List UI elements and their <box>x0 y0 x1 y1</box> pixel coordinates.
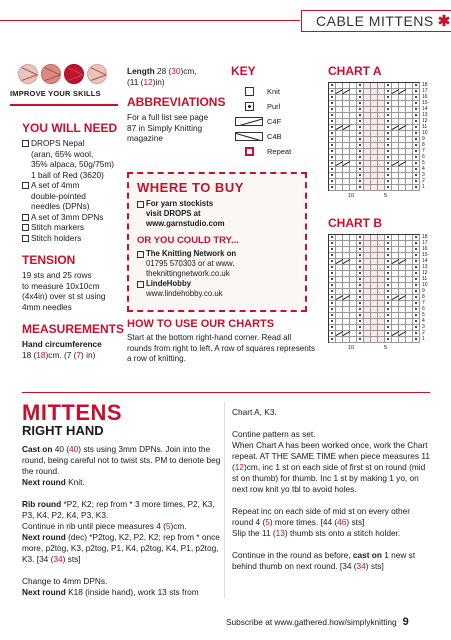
instruction-paragraph: Change to 4mm DPNs. <box>22 576 108 586</box>
size-value: 5 <box>165 521 171 531</box>
row-number: 9 <box>422 288 425 294</box>
key-item <box>231 84 311 99</box>
row-number: 10 <box>422 130 428 136</box>
where-to-buy-box <box>127 172 307 312</box>
buy-text: For yarn stockists <box>146 199 214 208</box>
chart-a-grid <box>328 82 420 191</box>
footer <box>226 616 409 628</box>
checkbox-icon <box>22 140 29 147</box>
knit-symbol-icon <box>245 87 254 96</box>
text: )cm, inc 1 st on each side of first st on round (mid st on thumb) for thumb. Inc 1 st by making 1 yo, on next row knit yo tbl to avoid holes. <box>232 462 426 494</box>
skills-label: IMPROVE YOUR SKILLS <box>10 89 101 98</box>
where-to-buy-heading: WHERE TO BUY <box>137 180 244 195</box>
col-number: 10 <box>348 193 355 199</box>
text: ) sts] <box>346 517 365 527</box>
text: *P2, K2; rep from * 3 more times, P2, K3, P3, K4, P2, K4, P3, K3. <box>22 499 215 520</box>
text: )cm. <box>170 521 187 531</box>
mittens-title: MITTENS <box>22 400 123 425</box>
header-rule <box>0 20 300 21</box>
instruction-paragraph <box>22 477 222 488</box>
row-number: 14 <box>422 258 428 264</box>
buy-text: LindeHobby <box>146 279 192 288</box>
row-number: 8 <box>422 294 425 300</box>
term: Next round <box>22 532 66 542</box>
row-number: 17 <box>422 240 428 246</box>
need-item-text: double-pointed <box>31 190 86 201</box>
col-number: 5 <box>384 345 388 351</box>
row-number: 16 <box>422 246 428 252</box>
text: 1 new st behind thumb on next round. [34 ( <box>232 550 416 571</box>
checkbox-icon <box>22 214 29 221</box>
size-value: 12 <box>234 462 244 472</box>
mittens-instructions <box>22 444 222 598</box>
buy-alt-heading: OR YOU COULD TRY... <box>137 235 239 246</box>
key-heading: KEY <box>231 64 256 78</box>
row-number: 5 <box>422 312 425 318</box>
need-item-text: Stitch markers <box>31 222 85 232</box>
row-number: 18 <box>422 82 428 88</box>
checkbox-icon <box>22 235 29 242</box>
col-number: 10 <box>348 345 355 351</box>
abbreviations-line: For a full list see page <box>127 112 209 122</box>
term: cast on <box>352 550 382 560</box>
text: 28 ( <box>154 66 172 76</box>
checkbox-icon <box>22 224 29 231</box>
instruction-paragraph <box>22 499 222 521</box>
key-label: Knit <box>267 87 280 96</box>
text: ) in) <box>81 349 96 360</box>
mittens-subtitle: RIGHT HAND <box>22 423 104 438</box>
you-will-need-heading: YOU WILL NEED <box>22 121 118 135</box>
chart-a <box>328 64 440 201</box>
measurements-value <box>22 350 122 361</box>
repeat-symbol-icon <box>245 147 254 156</box>
text: ) more times. [44 ( <box>269 517 338 527</box>
text: ) sts using 3mm DPNs. Join into the round, being careful not to twist sts. PM to denote beg the round. <box>22 444 221 476</box>
chart-a-row-numbers <box>422 82 428 191</box>
how-text: Start at the bottom right-hand corner. Read all rounds from right to left. A row of squares represents a row of knitting. <box>127 333 316 363</box>
need-item-text: 35% alpaca, 50g/75m) <box>31 159 115 169</box>
measurements-sub: Hand circumference <box>22 339 102 349</box>
instruction-paragraph: Chart A, K3. <box>232 407 277 417</box>
row-number: 16 <box>422 94 428 100</box>
text: Slip the 11 ( <box>232 528 276 538</box>
text: )cm, <box>180 66 197 76</box>
row-number: 6 <box>422 154 425 160</box>
text: Continue in the round as before, <box>232 550 353 560</box>
instruction-paragraph <box>22 532 222 565</box>
instruction-paragraph <box>232 550 432 572</box>
row-number: 13 <box>422 112 428 118</box>
length-line <box>127 66 229 77</box>
yarn-balls-icon <box>18 64 118 84</box>
buy-text: The Knitting Network on <box>146 249 237 258</box>
need-item-text: DROPS Nepal <box>31 138 85 148</box>
yarn-ball-icon <box>41 64 61 84</box>
row-number: 11 <box>422 276 428 282</box>
row-number: 5 <box>422 160 425 166</box>
buy-text: 01795 570303 or at www. <box>146 259 235 268</box>
row-number: 6 <box>422 306 425 312</box>
length-line <box>127 77 229 88</box>
instruction-paragraph: Contine pattern as set. <box>232 429 316 439</box>
text: ) sts] <box>62 554 81 564</box>
row-number: 2 <box>422 178 425 184</box>
page-number: 9 <box>402 616 409 628</box>
term: Cast on <box>22 444 53 454</box>
checkbox-icon <box>22 182 29 189</box>
purl-symbol-icon <box>245 102 254 111</box>
size-value: 7 <box>76 349 82 360</box>
need-item <box>22 233 122 244</box>
row-number: 4 <box>422 318 425 324</box>
term: Rib round <box>22 499 62 509</box>
size-value: 34 <box>356 561 366 571</box>
text: ) thumb sts onto a stitch holder. <box>284 528 401 538</box>
row-number: 2 <box>422 330 425 336</box>
c4b-symbol-icon <box>235 132 263 141</box>
row-number: 1 <box>422 336 425 342</box>
buy-link[interactable]: www.garnstudio.com <box>146 219 225 228</box>
instruction-paragraph <box>232 440 432 495</box>
key-label: C4F <box>267 117 282 126</box>
tension-line: to measure 10x10cm <box>22 280 100 291</box>
term: Next round <box>22 477 66 487</box>
measurements-heading: MEASUREMENTS <box>22 322 125 336</box>
key-item <box>231 114 311 129</box>
size-value: 12 <box>143 76 153 87</box>
need-item <box>22 180 122 191</box>
instruction-paragraph <box>22 521 222 532</box>
row-number: 17 <box>422 88 428 94</box>
key-item <box>231 144 311 159</box>
checkbox-icon <box>137 281 144 288</box>
checkbox-icon <box>137 251 144 258</box>
need-item-text: Stitch holders <box>31 232 82 243</box>
key-item <box>231 99 311 114</box>
buy-item <box>137 279 297 289</box>
key-legend <box>231 64 311 159</box>
chart-b-row-numbers <box>422 234 428 343</box>
middle-column <box>127 66 229 144</box>
size-value: 40 <box>69 444 79 454</box>
abbreviations-heading: ABBREVIATIONS <box>127 95 226 109</box>
skills-badge <box>10 64 118 106</box>
row-number: 12 <box>422 270 428 276</box>
col-number: 5 <box>384 193 388 199</box>
key-label: C4B <box>267 132 282 141</box>
row-number: 3 <box>422 324 425 330</box>
need-item-text: (aran, 65% wool, <box>31 148 94 159</box>
tension-line: (4x4in) over st st using <box>22 291 106 301</box>
row-number: 1 <box>422 184 425 190</box>
column-divider <box>224 402 225 598</box>
text: When Chart A has been worked once, work the Chart repeat. AT THE SAME TIME when piece measures 11 ( <box>232 440 430 472</box>
yarn-ball-icon <box>87 64 107 84</box>
length-label: Length <box>127 66 155 76</box>
row-number: 8 <box>422 142 425 148</box>
buy-item <box>137 199 297 209</box>
text: 40 ( <box>52 444 70 454</box>
instruction-paragraph <box>232 506 432 528</box>
buy-link[interactable]: theknittingnetwork.co.uk <box>146 269 230 278</box>
chart-b-grid <box>328 234 420 343</box>
row-number: 11 <box>422 124 428 130</box>
size-value: 18 <box>36 349 46 360</box>
c4f-symbol-icon <box>235 117 263 126</box>
buy-text: visit DROPS at <box>146 209 201 218</box>
row-number: 13 <box>422 264 428 270</box>
row-number: 7 <box>422 148 425 154</box>
row-number: 15 <box>422 100 428 106</box>
need-item <box>22 138 122 149</box>
how-heading: HOW TO USE OUR CHARTS <box>127 318 275 330</box>
buy-link[interactable]: www.lindehobby.co.uk <box>146 289 223 298</box>
text: (11 ( <box>127 76 144 87</box>
text: )cm. (7 ( <box>45 349 77 360</box>
yarn-ball-icon <box>64 64 84 84</box>
buy-item <box>137 249 297 259</box>
chart-b <box>328 216 440 353</box>
text: (dec) *P2tog, K2, P2, K2; rep from * once more, p2tog, K3, p2tog, P1, K4, p2tog, K4, P1, p2tog, K3. [34 ( <box>22 532 220 564</box>
mittens-instructions-continued <box>232 407 432 572</box>
key-label: Repeat <box>267 147 292 156</box>
header-title-box <box>301 10 451 32</box>
yarn-ball-icon <box>18 64 38 84</box>
row-number: 7 <box>422 300 425 306</box>
left-column <box>22 121 125 360</box>
header-title: CABLE MITTENS <box>316 13 434 29</box>
size-value: 46 <box>337 517 347 527</box>
row-number: 18 <box>422 234 428 240</box>
text: Repeat inc on each side of mid st on every other round 4 ( <box>232 506 411 527</box>
size-value: 30 <box>171 66 181 76</box>
tension-line: 19 sts and 25 rows <box>22 270 92 280</box>
need-item-text: A set of 4mm <box>31 180 80 190</box>
row-number: 4 <box>422 166 425 172</box>
text: )in) <box>152 76 165 87</box>
tension-line: 4mm needles <box>22 301 72 312</box>
instruction-paragraph <box>232 528 432 539</box>
chart-b-title: CHART B <box>328 216 382 230</box>
size-value: 5 <box>265 517 270 527</box>
instruction-paragraph <box>22 587 222 598</box>
tension-heading: TENSION <box>22 253 76 267</box>
asterisk-icon: ✱ <box>437 13 451 30</box>
need-item-text: needles (DPNs) <box>31 201 90 211</box>
mittens-section <box>22 402 222 598</box>
term: Next round <box>22 587 66 597</box>
need-item-text: A set of 3mm DPNs <box>31 211 104 222</box>
key-label: Purl <box>267 102 281 111</box>
row-number: 12 <box>422 118 428 124</box>
row-number: 3 <box>422 172 425 178</box>
text: K18 (inside hand), work 13 sts from <box>65 587 199 597</box>
row-number: 9 <box>422 136 425 142</box>
chart-a-title: CHART A <box>328 64 382 78</box>
row-number: 14 <box>422 106 428 112</box>
text: Continue in rib until piece measures 4 ( <box>22 521 166 531</box>
row-number: 10 <box>422 282 428 288</box>
section-divider <box>22 392 430 393</box>
checkbox-icon <box>137 201 144 208</box>
size-value: 34 <box>53 554 63 564</box>
need-item <box>22 222 122 233</box>
row-number: 15 <box>422 252 428 258</box>
footer-subscribe-link[interactable]: Subscribe at www.gathered.how/simplyknitting <box>226 617 397 627</box>
need-item-text: 1 ball of Red (3620) <box>31 169 104 180</box>
text: 18 ( <box>22 349 37 360</box>
instruction-paragraph <box>22 444 222 477</box>
key-item <box>231 129 311 144</box>
need-item <box>22 212 122 223</box>
size-value: 13 <box>275 528 285 538</box>
text: ) sts] <box>365 561 384 571</box>
how-to-use-charts <box>127 318 317 365</box>
text: Knit. <box>65 477 85 487</box>
abbreviations-line: magazine <box>127 133 163 143</box>
abbreviations-line: 87 in Simply Knitting <box>127 122 203 133</box>
